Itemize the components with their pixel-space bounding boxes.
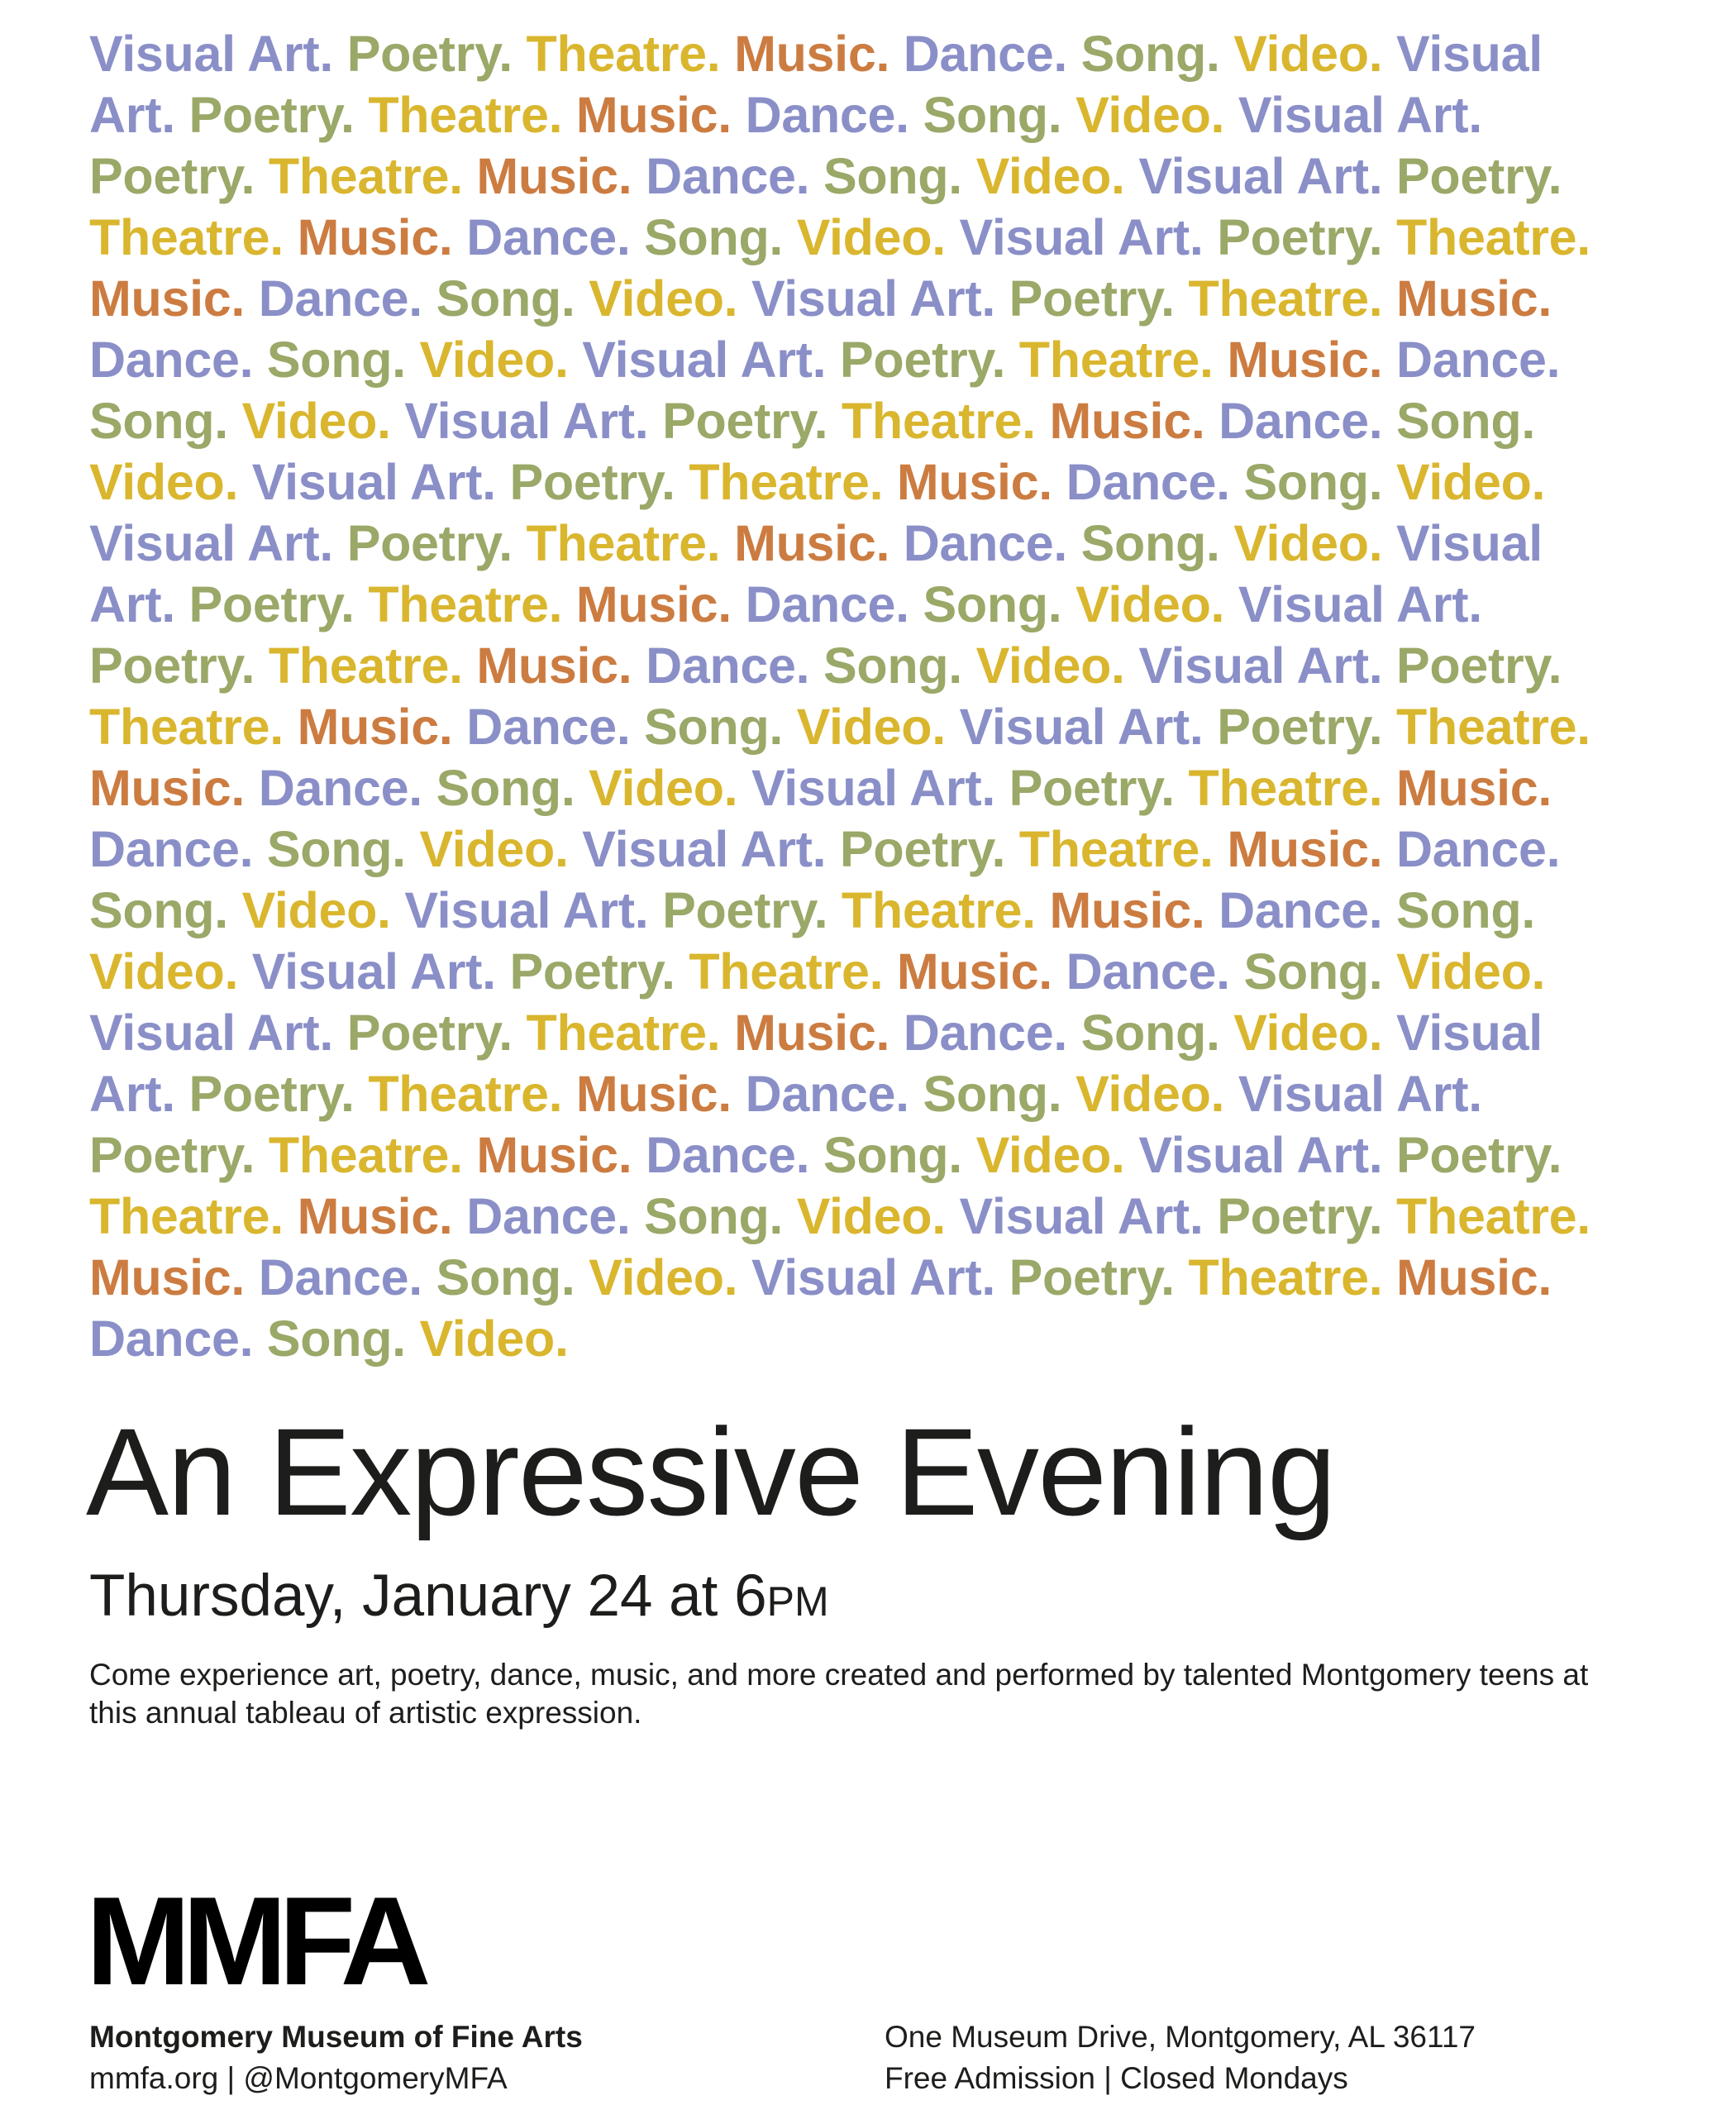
art-form-word: Theatre. [1396, 1188, 1591, 1244]
art-form-word: Video. [796, 209, 946, 265]
art-form-word: Dance. [258, 1249, 422, 1305]
art-form-word: Video. [1233, 515, 1383, 571]
art-form-word: Song. [1243, 454, 1383, 510]
art-form-word: Poetry. [509, 454, 675, 510]
art-form-word: Song. [644, 699, 784, 755]
art-form-word: Visual Art. [959, 699, 1204, 755]
art-form-word: Music. [476, 1127, 632, 1183]
art-form-word: Poetry. [509, 943, 675, 1000]
art-form-word: Video. [796, 1188, 946, 1244]
art-form-word: Music. [89, 1249, 246, 1305]
art-form-word: Dance. [745, 87, 909, 143]
art-form-word: Visual Art. [751, 270, 995, 327]
word-row [89, 268, 1660, 329]
art-form-word: Poetry. [1396, 637, 1562, 694]
art-form-word: Visual Art. [89, 515, 334, 571]
art-form-word: Visual [1396, 515, 1543, 571]
word-row [89, 819, 1660, 880]
art-form-word: Theatre. [89, 699, 284, 755]
art-form-word: Theatre. [526, 1005, 721, 1061]
art-form-word: Poetry. [662, 393, 828, 449]
word-row [89, 635, 1660, 696]
event-date-time [89, 1561, 829, 1637]
word-row [89, 1002, 1660, 1063]
art-form-word: Music. [1396, 270, 1552, 327]
art-form-word: Visual Art. [251, 943, 496, 1000]
art-form-word: Music. [297, 699, 453, 755]
word-row [89, 696, 1660, 757]
word-row [89, 207, 1660, 268]
art-form-word: Dance. [903, 26, 1068, 82]
art-form-word: Dance. [745, 576, 909, 632]
art-form-word: Video. [589, 270, 738, 327]
art-form-word: Dance. [466, 1188, 631, 1244]
word-row [89, 390, 1660, 451]
art-form-word: Song. [1080, 1005, 1220, 1061]
word-row [89, 513, 1660, 574]
word-row [89, 146, 1660, 207]
art-form-word: Dance. [646, 148, 810, 204]
art-form-word: Theatre. [368, 87, 563, 143]
art-form-word: Theatre. [1188, 270, 1383, 327]
word-row [89, 1186, 1660, 1247]
art-form-word: Poetry. [89, 148, 255, 204]
art-form-word: Music. [575, 576, 732, 632]
art-form-word: Theatre. [268, 148, 463, 204]
art-form-word: Video. [589, 1249, 738, 1305]
art-form-word: Video. [1075, 576, 1225, 632]
art-form-word: Song. [436, 270, 575, 327]
art-form-word: Dance. [745, 1066, 909, 1122]
art-form-word: Music. [1396, 1249, 1552, 1305]
art-form-word: Video. [419, 332, 569, 388]
art-form-word: Theatre. [1018, 332, 1214, 388]
art-form-word: Dance. [1219, 393, 1383, 449]
art-form-word: Poetry. [1009, 760, 1175, 816]
art-form-word: Dance. [89, 332, 254, 388]
art-form-word: Poetry. [89, 637, 255, 694]
art-form-word: Dance. [1066, 943, 1230, 1000]
art-form-word: Music. [89, 270, 246, 327]
art-form-word: Poetry. [188, 576, 355, 632]
art-form-word: Video. [1396, 454, 1546, 510]
word-row [89, 451, 1660, 513]
art-form-word: Video. [89, 943, 239, 1000]
art-form-word: Music. [1049, 393, 1205, 449]
art-form-word: Theatre. [526, 26, 721, 82]
word-row [89, 1247, 1660, 1308]
art-form-word: Song. [1080, 26, 1220, 82]
event-description: Come experience art, poetry, dance, music, and more created and performed by talented Montgomery teens at this annual tableau of artistic expression. [89, 1658, 1589, 1730]
art-form-word: Visual Art. [89, 1005, 334, 1061]
museum-web-social: mmfa.org | @MontgomeryMFA [89, 2061, 508, 2095]
art-form-word: Visual Art. [1138, 148, 1383, 204]
museum-address: One Museum Drive, Montgomery, AL 36117 [885, 2020, 1476, 2054]
art-form-word: Dance. [1396, 821, 1561, 877]
art-form-word: Visual Art. [751, 760, 995, 816]
art-form-word: Music. [1227, 821, 1383, 877]
art-form-word: Music. [734, 515, 890, 571]
word-row [89, 574, 1660, 635]
art-form-word: Music. [89, 760, 246, 816]
art-form-word: Video. [241, 393, 391, 449]
art-form-word: Music. [297, 1188, 453, 1244]
art-form-word: Video. [1233, 1005, 1383, 1061]
word-row [89, 1063, 1660, 1124]
art-form-word: Poetry. [839, 332, 1006, 388]
art-form-word: Art. [89, 576, 175, 632]
art-form-word: Poetry. [346, 515, 513, 571]
word-row [89, 880, 1660, 941]
art-form-word: Theatre. [89, 209, 284, 265]
museum-hours: Free Admission | Closed Mondays [885, 2061, 1348, 2095]
art-form-word: Poetry. [662, 882, 828, 938]
art-form-word: Visual Art. [1238, 1066, 1482, 1122]
art-form-word: Video. [1233, 26, 1383, 82]
art-form-word: Theatre. [526, 515, 721, 571]
art-form-word: Song. [436, 760, 575, 816]
word-row [89, 23, 1660, 84]
art-form-word: Poetry. [188, 1066, 355, 1122]
art-form-word: Visual Art. [89, 26, 334, 82]
art-form-word: Dance. [646, 637, 810, 694]
art-form-word: Video. [419, 821, 569, 877]
art-form-word: Dance. [903, 515, 1068, 571]
art-form-word: Music. [476, 637, 632, 694]
art-form-word: Song. [823, 637, 962, 694]
art-form-word: Poetry. [1217, 1188, 1383, 1244]
art-form-word: Visual Art. [959, 209, 1204, 265]
word-row [89, 329, 1660, 390]
art-form-word: Video. [241, 882, 391, 938]
art-form-word: Theatre. [1396, 209, 1591, 265]
art-form-word: Poetry. [839, 821, 1006, 877]
event-time-suffix: PM [766, 1578, 829, 1625]
art-form-word: Music. [1227, 332, 1383, 388]
art-form-word: Music. [575, 1066, 732, 1122]
art-form-word: Song. [436, 1249, 575, 1305]
art-form-word: Poetry. [89, 1127, 255, 1183]
art-form-word: Poetry. [346, 1005, 513, 1061]
art-form-word: Song. [1396, 393, 1535, 449]
art-form-word: Visual Art. [1238, 87, 1482, 143]
art-form-word: Visual Art. [1238, 576, 1482, 632]
art-form-word: Visual Art. [1138, 1127, 1383, 1183]
art-form-word: Poetry. [1009, 1249, 1175, 1305]
art-form-word: Video. [419, 1310, 569, 1367]
art-form-word: Visual Art. [959, 1188, 1204, 1244]
art-form-word: Theatre. [89, 1188, 284, 1244]
art-form-word: Song. [266, 1310, 406, 1367]
art-form-word: Video. [89, 454, 239, 510]
mmfa-logo: MMFA [86, 1871, 423, 2012]
art-form-word: Visual [1396, 26, 1543, 82]
art-form-word: Dance. [89, 821, 254, 877]
event-title: An Expressive Evening [86, 1402, 1335, 1541]
art-form-word: Theatre. [1018, 821, 1214, 877]
art-form-word: Dance. [466, 699, 631, 755]
art-form-word: Dance. [1219, 882, 1383, 938]
art-form-word: Music. [896, 943, 1052, 1000]
art-form-word: Theatre. [268, 637, 463, 694]
art-form-word: Poetry. [1396, 1127, 1562, 1183]
art-form-word: Theatre. [841, 393, 1036, 449]
art-form-word: Video. [975, 637, 1125, 694]
art-form-word: Visual [1396, 1005, 1543, 1061]
art-form-word: Video. [975, 148, 1125, 204]
word-row [89, 757, 1660, 819]
art-form-word: Theatre. [368, 1066, 563, 1122]
art-form-word: Music. [734, 26, 890, 82]
art-form-word: Dance. [1396, 332, 1561, 388]
art-form-word: Theatre. [689, 943, 884, 1000]
art-form-word: Poetry. [346, 26, 513, 82]
art-form-word: Video. [1075, 1066, 1225, 1122]
art-form-word: Visual Art. [751, 1249, 995, 1305]
art-form-word: Poetry. [188, 87, 355, 143]
art-form-word: Music. [575, 87, 732, 143]
art-form-word: Music. [1049, 882, 1205, 938]
word-row [89, 1308, 1660, 1369]
art-form-word: Music. [476, 148, 632, 204]
art-form-word: Theatre. [1188, 760, 1383, 816]
art-form-word: Dance. [903, 1005, 1068, 1061]
art-form-word: Poetry. [1009, 270, 1175, 327]
art-form-word: Dance. [258, 270, 422, 327]
art-form-word: Visual Art. [404, 882, 649, 938]
art-form-word: Song. [1080, 515, 1220, 571]
art-form-word: Video. [1075, 87, 1225, 143]
art-form-word: Song. [923, 576, 1062, 632]
art-form-word: Song. [89, 882, 228, 938]
museum-name: Montgomery Museum of Fine Arts [89, 2020, 583, 2054]
art-form-word: Music. [896, 454, 1052, 510]
art-form-word: Visual Art. [582, 821, 827, 877]
art-form-word: Music. [1396, 760, 1552, 816]
art-form-word: Art. [89, 87, 175, 143]
art-form-word: Song. [89, 393, 228, 449]
art-form-word: Song. [644, 1188, 784, 1244]
art-form-word: Video. [796, 699, 946, 755]
art-form-word: Visual Art. [1138, 637, 1383, 694]
art-form-word: Dance. [1066, 454, 1230, 510]
art-form-word: Dance. [89, 1310, 254, 1367]
word-row [89, 941, 1660, 1002]
art-form-word: Theatre. [1396, 699, 1591, 755]
art-form-word: Song. [823, 1127, 962, 1183]
art-form-word: Song. [1396, 882, 1535, 938]
event-date: Thursday, January 24 at 6 [89, 1563, 767, 1629]
art-form-word: Theatre. [368, 576, 563, 632]
art-form-word: Song. [923, 87, 1062, 143]
art-form-word: Song. [923, 1066, 1062, 1122]
art-form-word: Song. [644, 209, 784, 265]
art-form-word: Theatre. [841, 882, 1036, 938]
art-form-word: Dance. [466, 209, 631, 265]
word-row [89, 1124, 1660, 1186]
art-form-word: Music. [734, 1005, 890, 1061]
art-form-word: Visual Art. [251, 454, 496, 510]
art-form-word: Song. [266, 821, 406, 877]
art-form-word: Video. [1396, 943, 1546, 1000]
art-form-word: Dance. [258, 760, 422, 816]
art-form-word: Art. [89, 1066, 175, 1122]
art-form-word: Theatre. [1188, 1249, 1383, 1305]
art-form-word: Theatre. [689, 454, 884, 510]
art-form-word: Video. [975, 1127, 1125, 1183]
art-form-word: Poetry. [1217, 209, 1383, 265]
word-row [89, 84, 1660, 146]
art-form-word: Video. [589, 760, 738, 816]
art-form-word: Dance. [646, 1127, 810, 1183]
art-form-word: Poetry. [1217, 699, 1383, 755]
art-form-word: Song. [1243, 943, 1383, 1000]
art-form-word: Visual Art. [404, 393, 649, 449]
art-form-word: Music. [297, 209, 453, 265]
art-forms-word-wall [89, 23, 1660, 1369]
art-form-word: Visual Art. [582, 332, 827, 388]
art-form-word: Theatre. [268, 1127, 463, 1183]
art-form-word: Song. [266, 332, 406, 388]
art-form-word: Poetry. [1396, 148, 1562, 204]
art-form-word: Song. [823, 148, 962, 204]
